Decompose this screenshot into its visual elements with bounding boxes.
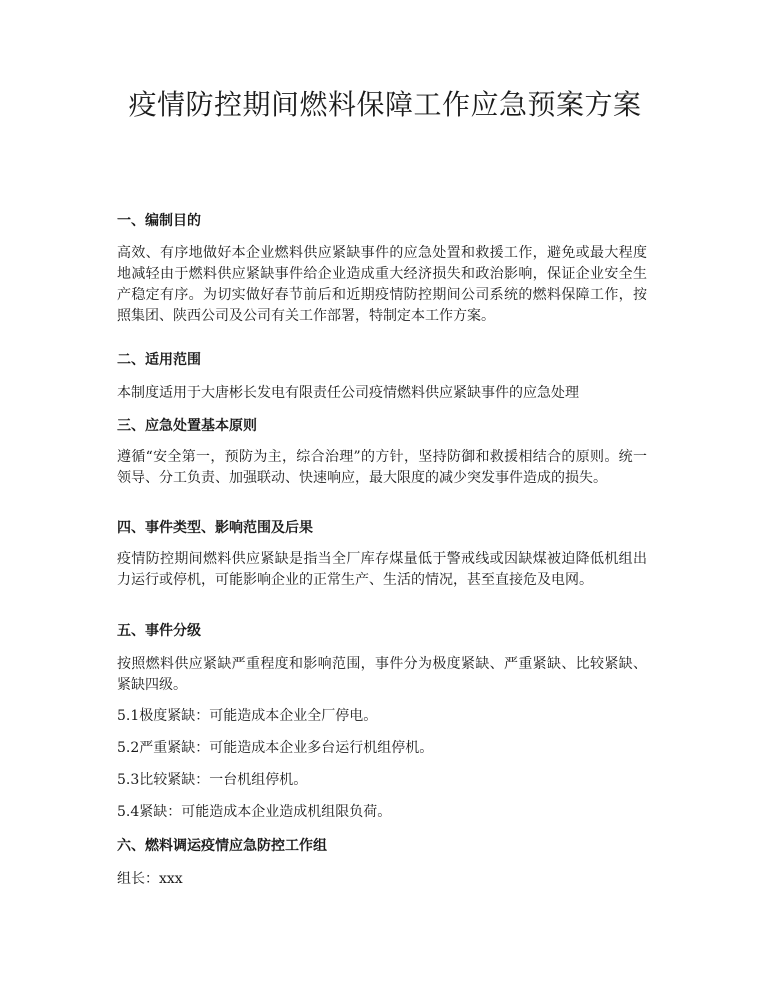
section-heading-principles: 三、应急处置基本原则: [117, 418, 257, 434]
grading-item-severe: 5.2严重紧缺：可能造成本企业多台运行机组停机。: [117, 740, 434, 756]
document-title: 疫情防控期间燃料保障工作应急预案方案: [128, 88, 642, 121]
section-paragraph-working-group: 组长：xxx: [117, 871, 183, 887]
grading-item-extreme: 5.1极度紧缺：可能造成本企业全厂停电。: [117, 708, 378, 724]
section-heading-grading: 五、事件分级: [117, 623, 201, 639]
section-paragraph-purpose: 高效、有序地做好本企业燃料供应紧缺事件的应急处置和救援工作，避免或最大程度地减轻由于燃料供应紧缺事件给企业造成重大经济损失和政治影响，保证企业安全生产稳定有序。为切实做好春节前后和近期疫情防控期间公司系统的燃料保障工作，按照集团、陕西公司及公司有关工作部署，特制定本工作方案。: [117, 245, 647, 324]
grading-item-shortage: 5.4紧缺：可能造成本企业造成机组限负荷。: [117, 804, 392, 820]
section-paragraph-event-types: 疫情防控期间燃料供应紧缺是指当全厂库存煤量低于警戒线或因缺煤被迫降低机组出力运行或停机，可能影响企业的正常生产、生活的情况，甚至直接危及电网。: [117, 551, 647, 588]
section-heading-working-group: 六、燃料调运疫情应急防控工作组: [117, 838, 327, 854]
section-heading-purpose: 一、编制目的: [117, 213, 201, 229]
section-paragraph-grading: 按照燃料供应紧缺严重程度和影响范围，事件分为极度紧缺、严重紧缺、比较紧缺、紧缺四级。: [117, 656, 647, 693]
document-page: [117, 0, 653, 1000]
section-heading-event-types: 四、事件类型、影响范围及后果: [117, 520, 313, 536]
section-paragraph-scope: 本制度适用于大唐彬长发电有限责任公司疫情燃料供应紧缺事件的应急处理: [117, 385, 579, 401]
section-heading-scope: 二、适用范围: [117, 352, 201, 368]
grading-item-relative: 5.3比较紧缺：一台机组停机。: [117, 772, 308, 788]
section-paragraph-principles: 遵循“安全第一，预防为主，综合治理”的方针，坚持防御和救援相结合的原则。统一领导、分工负责、加强联动、快速响应，最大限度的减少突发事件造成的损失。: [117, 449, 647, 486]
